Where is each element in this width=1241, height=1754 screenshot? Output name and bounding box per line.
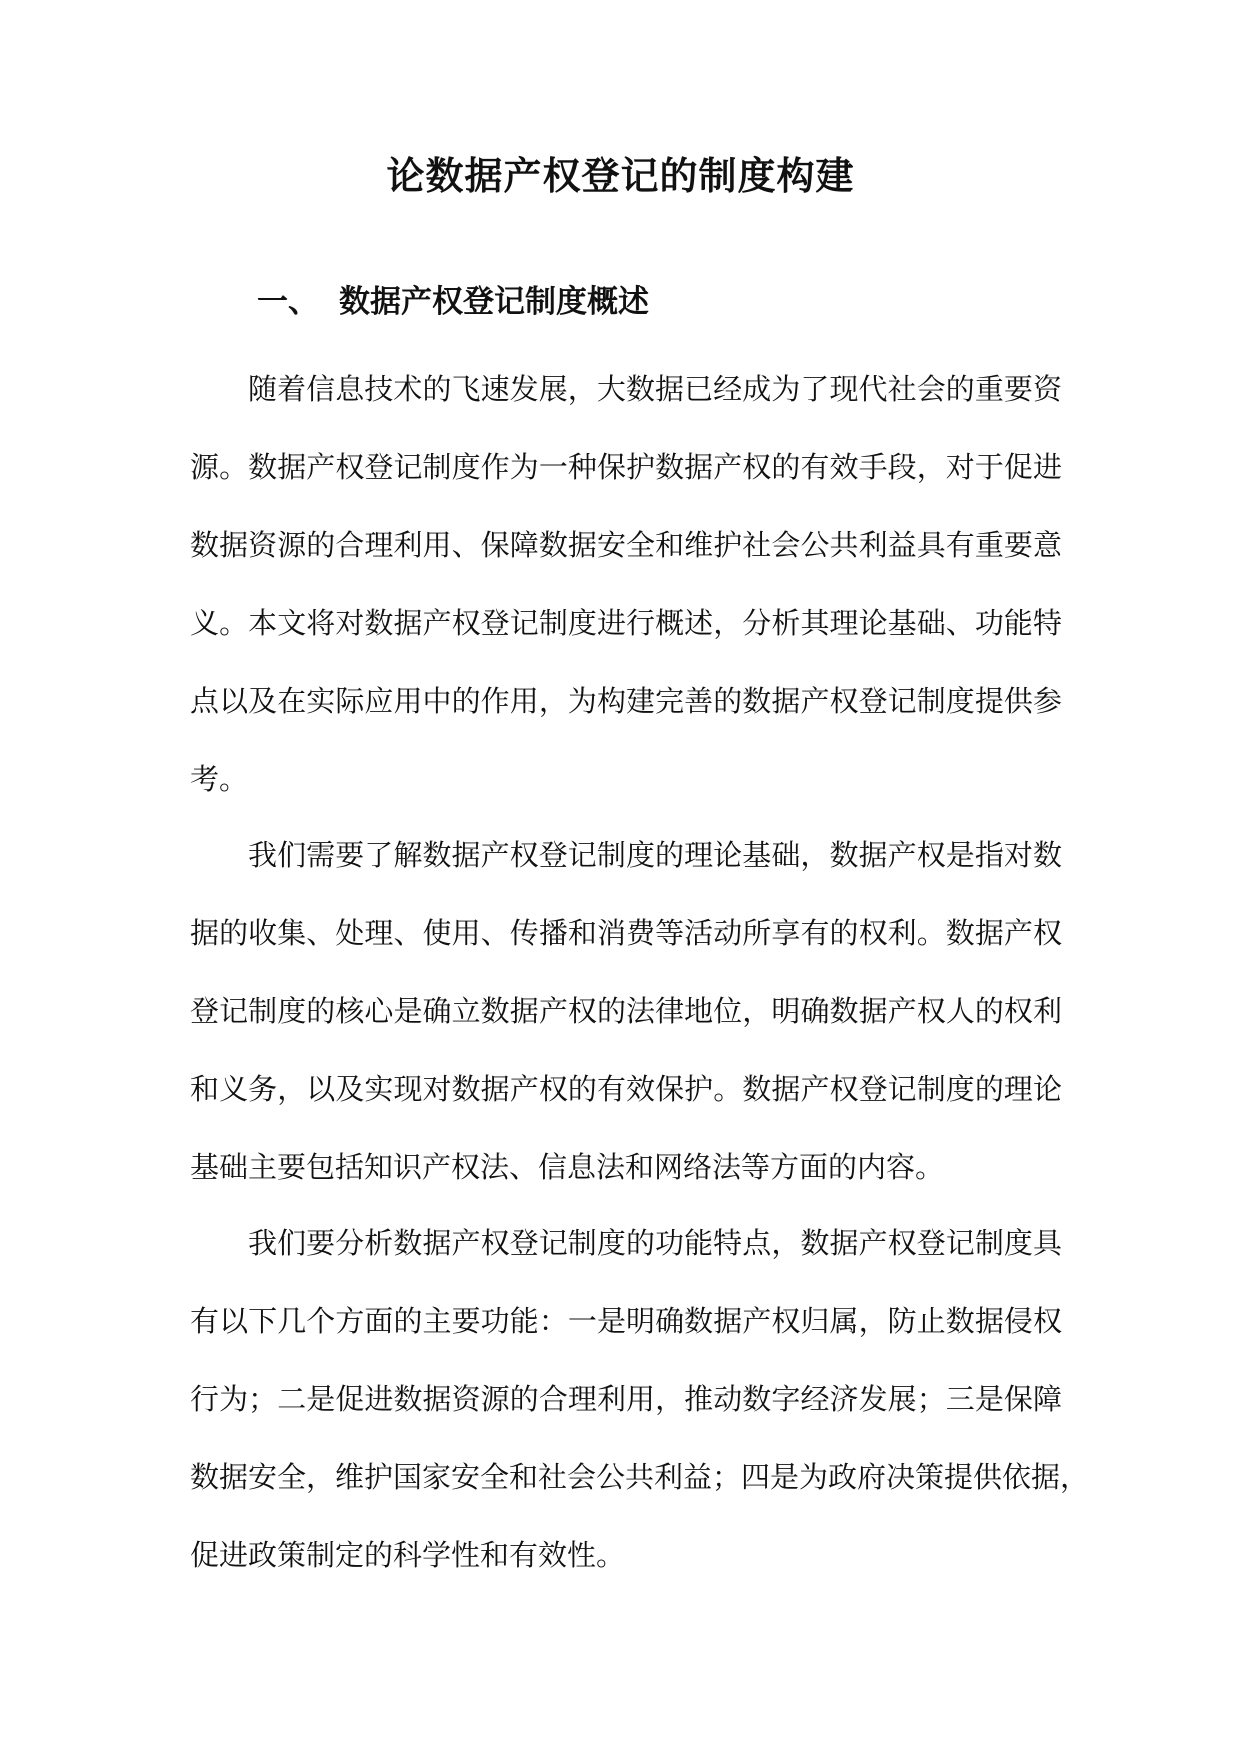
document-title: 论数据产权登记的制度构建 (386, 154, 855, 198)
paragraph-line: 据的收集、处理、使用、传播和消费等活动所享有的权利。数据产权 (190, 916, 1062, 950)
section-heading-text: 数据产权登记制度概述 (339, 284, 649, 320)
section-heading (257, 280, 649, 324)
paragraph-line: 考。 (190, 762, 249, 796)
paragraph-line: 促进政策制定的科学性和有效性。 (190, 1538, 626, 1572)
paragraph-line: 登记制度的核心是确立数据产权的法律地位，明确数据产权人的权利 (190, 994, 1062, 1028)
paragraph-line: 数据资源的合理利用、保障数据安全和维护社会公共利益具有重要意 (190, 528, 1062, 562)
paragraph-line: 行为；二是促进数据资源的合理利用，推动数字经济发展；三是保障 (190, 1382, 1062, 1416)
paragraph-2 (190, 816, 1062, 1206)
paragraph-line: 点以及在实际应用中的作用，为构建完善的数据产权登记制度提供参 (190, 684, 1062, 718)
paragraph-line: 数据安全，维护国家安全和社会公共利益；四是为政府决策提供依据， (190, 1460, 1090, 1494)
paragraph-line: 随着信息技术的飞速发展，大数据已经成为了现代社会的重要资 (248, 372, 1062, 406)
paragraph-line: 有以下几个方面的主要功能：一是明确数据产权归属，防止数据侵权 (190, 1304, 1062, 1338)
paragraph-3 (190, 1204, 1090, 1594)
paragraph-1 (190, 350, 1062, 818)
paragraph-line: 源。数据产权登记制度作为一种保护数据产权的有效手段，对于促进 (190, 450, 1062, 484)
paragraph-line: 和义务，以及实现对数据产权的有效保护。数据产权登记制度的理论 (190, 1072, 1062, 1106)
paragraph-line: 基础主要包括知识产权法、信息法和网络法等方面的内容。 (190, 1150, 945, 1184)
section-number: 一、 (257, 284, 319, 320)
paragraph-line: 我们需要了解数据产权登记制度的理论基础，数据产权是指对数 (248, 838, 1062, 872)
paragraph-line: 我们要分析数据产权登记制度的功能特点，数据产权登记制度具 (248, 1226, 1062, 1260)
paragraph-line: 义。本文将对数据产权登记制度进行概述，分析其理论基础、功能特 (190, 606, 1062, 640)
